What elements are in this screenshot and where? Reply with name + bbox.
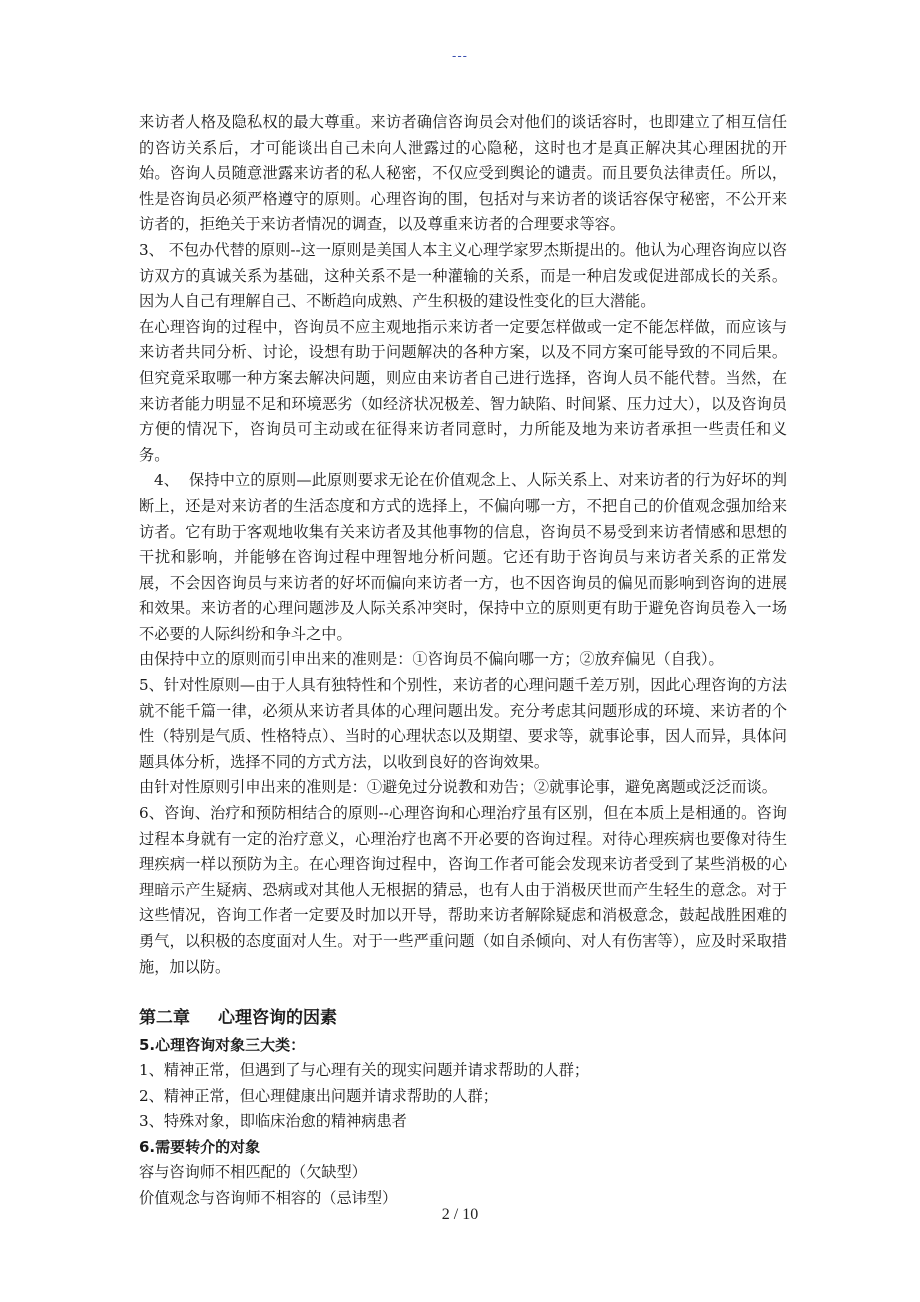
list-item: 1、精神正常，但遇到了与心理有关的现实问题并请求帮助的人群； bbox=[139, 1061, 590, 1080]
paragraph-principle-4-rule: 由保持中立的原则而引申出来的准则是：①咨询员不偏向哪一方；②放弃偏见（自我）。 bbox=[139, 650, 724, 669]
list-item: 3、特殊对象，即临床治愈的精神病患者 bbox=[139, 1112, 407, 1131]
list-item: 容与咨询师不相匹配的（欠缺型） bbox=[139, 1162, 367, 1181]
paragraph-privacy: 来访者人格及隐私权的最大尊重。来访者确信咨询员会对他们的谈话容时，也即建立了相互信任的咨访关系后，才可能谈出自己未向人泄露过的心隐秘，这时也才是真正解决其心理困扰的开始。咨询人员随意泄露来访者的私人秘密，不仅应受到舆论的谴责。而且要负法律责任。所以，性是咨询员必须严格遵守的原则。心理咨询的围，包括对与来访者的谈话容保守秘密，不公开来访者的，拒绝关于来访者情况的调查，以及尊重来访者的合理要求等容。 bbox=[139, 113, 787, 234]
chapter-number: 第二章 bbox=[139, 1008, 190, 1029]
chapter-title: 心理咨询的因素 bbox=[218, 1008, 337, 1029]
document-body bbox=[139, 110, 787, 1211]
section-6-heading: 6.需要转介的对象 bbox=[139, 1137, 261, 1156]
page-number: 2 / 10 bbox=[441, 1206, 479, 1223]
section-5-heading: 5.心理咨询对象三大类： bbox=[139, 1036, 306, 1055]
paragraph-principle-3: 3、 不包办代替的原则--这一原则是美国人本主义心理学家罗杰斯提出的。他认为心理咨询应以咨访双方的真诚关系为基础，这种关系不是一种灌输的关系，而是一种启发或促进部成长的关系。因为人自己有理解自己、不断趋向成熟、产生积极的建设性变化的巨大潜能。 bbox=[139, 240, 787, 311]
paragraph-principle-4: 4、 保持中立的原则—此原则要求无论在价值观念上、人际关系上、对来访者的行为好坏的判断上，还是对来访者的生活态度和方式的选择上，不偏向哪一方，不把自己的价值观念强加给来访者。它有助于客观地收集有关来访者及其他事物的信息，咨询员不易受到来访者情感和思想的干扰和影响，并能够在咨询过程中理智地分析问题。它还有助于咨询员与来访者关系的正常发展，不会因咨询员与来访者的好坏而偏向来访者一方，也不因咨询员的偏见而影响到咨询的进展和效果。来访者的心理问题涉及人际关系冲突时，保持中立的原则更有助于避免咨询员卷入一场不必要的人际纠纷和争斗之中。 bbox=[139, 471, 787, 643]
paragraph-principle-5: 5、针对性原则—由于人具有独特性和个别性，来访者的心理问题千差万别，因此心理咨询的方法就不能千篇一律，必须从来访者具体的心理问题出发。充分考虑其问题形成的环境、来访者的个性（特别是气质、性格特点）、当时的心理状态以及期望、要求等，就事论事，因人而异，具体问题具体分析，选择不同的方式方法，以收到良好的咨询效果。 bbox=[139, 676, 787, 771]
list-item: 价值观念与咨询师不相容的（忌讳型） bbox=[139, 1188, 398, 1207]
paragraph-principle-5-rule: 由针对性原则引申出来的准则是：①避免过分说教和劝告；②就事论事，避免离题或泛泛而谈。 bbox=[139, 778, 777, 797]
paragraph-principle-3-detail: 在心理咨询的过程中，咨询员不应主观地指示来访者一定要怎样做或一定不能怎样做，而应该与来访者共同分析、讨论，设想有助于问题解决的各种方案，以及不同方案可能导致的不同后果。但究竟采取哪一种方案去解决问题，则应由来访者自己进行选择，咨询人员不能代替。当然，在来访者能力明显不足和环境恶劣（如经济状况极差、智力缺陷、时间紧、压力过大），以及咨询员方便的情况下，咨询员可主动或在征得来访者同意时，力所能及地为来访者承担一些责任和义务。 bbox=[139, 317, 787, 464]
chapter-heading bbox=[139, 1005, 787, 1031]
page-header-mark: --- bbox=[452, 48, 468, 63]
list-item: 2、精神正常，但心理健康出问题并请求帮助的人群； bbox=[139, 1086, 498, 1105]
paragraph-principle-6: 6、咨询、治疗和预防相结合的原则--心理咨询和心理治疗虽有区别，但在本质上是相通的。咨询过程本身就有一定的治疗意义，心理治疗也离不开必要的咨询过程。对待心理疾病也要像对待生理疾病一样以预防为主。在心理咨询过程中，咨询工作者可能会发现来访者受到了某些消极的心理暗示产生疑病、恐病或对其他人无根据的猜忌，也有人由于消极厌世而产生轻生的意念。对于这些情况，咨询工作者一定要及时加以开导，帮助来访者解除疑虑和消极意念，鼓起战胜困难的勇气，以积极的态度面对人生。对于一些严重问题（如自杀倾向、对人有伤害等），应及时采取措施，加以防。 bbox=[139, 804, 787, 976]
